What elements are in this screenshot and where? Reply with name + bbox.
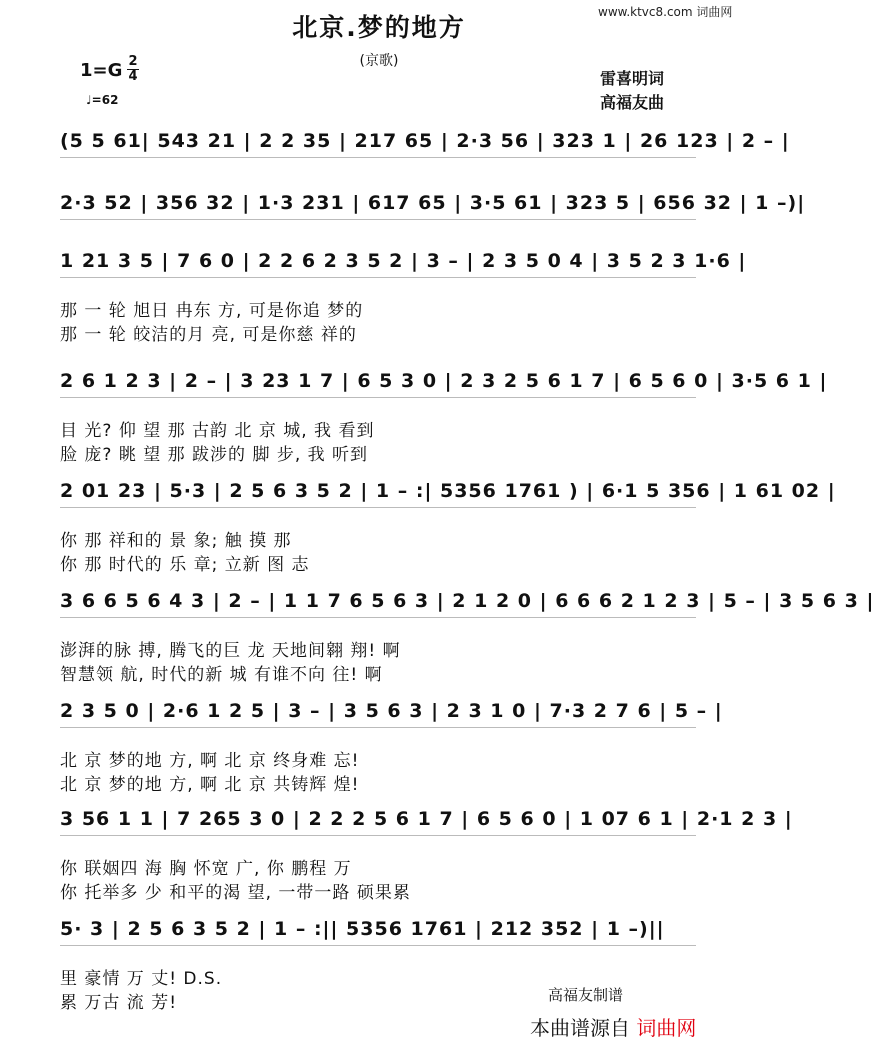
lyric-line: 澎湃的脉 搏, 腾飞的巨 龙 天地间翱 翔! 啊	[60, 641, 401, 661]
tempo-mark: ♩=62	[86, 93, 119, 107]
notation-row: 3 6 6 5 6 4 3 | 2 – | 1 1 7 6 5 6 3 | 2 1 2 0 | 6 6 6 2 1 2 3 | 5 – | 3 5 6 3 |	[60, 590, 874, 612]
notation-baseline	[60, 835, 696, 836]
notation-baseline	[60, 277, 696, 278]
meter-bottom: 4	[128, 69, 138, 84]
time-signature	[127, 56, 139, 83]
lyric-line: 目 光? 仰 望 那 古韵 北 京 城, 我 看到	[60, 421, 375, 441]
site-brand	[530, 1012, 696, 1041]
notation-baseline	[60, 507, 696, 508]
lyric-line: 智慧领 航, 时代的新 城 有谁不向 往! 啊	[60, 665, 383, 685]
notation-row: (5 5 61| 543 21 | 2 2 35 | 217 65 | 2·3 56 | 323 1 | 26 123 | 2 – |	[60, 130, 790, 152]
notation-baseline	[60, 219, 696, 220]
notation-row: 5· 3 | 2 5 6 3 5 2 | 1 – :|| 5356 1761 | 212 352 | 1 –)||	[60, 918, 665, 940]
arranger-credit: 高福友制谱	[548, 986, 624, 1004]
lyric-line: 你 托举多 少 和平的渴 望, 一带一路 硕果累	[60, 883, 411, 903]
lyric-line: 那 一 轮 皎洁的月 亮, 可是你慈 祥的	[60, 325, 357, 345]
notation-row: 3 56 1 1 | 7 265 3 0 | 2 2 2 5 6 1 7 | 6 5 6 0 | 1 07 6 1 | 2·1 2 3 |	[60, 808, 793, 830]
page-title: 北京.梦的地方	[292, 13, 466, 42]
genre-label: (京歌)	[359, 53, 399, 69]
lyric-line: 你 联姻四 海 胸 怀宽 广, 你 鹏程 万	[60, 859, 352, 879]
key-signature: 1=G	[80, 60, 123, 81]
notation-row: 2 3 5 0 | 2·6 1 2 5 | 3 – | 3 5 6 3 | 2 3 1 0 | 7·3 2 7 6 | 5 – |	[60, 700, 723, 722]
notation-row: 2 6 1 2 3 | 2 – | 3 23 1 7 | 6 5 3 0 | 2 3 2 5 6 1 7 | 6 5 6 0 | 3·5 6 1 |	[60, 370, 828, 392]
lyric-line: 北 京 梦的地 方, 啊 北 京 共铸辉 煌!	[60, 775, 360, 795]
notation-baseline	[60, 945, 696, 946]
brand-right: 词曲网	[636, 1016, 697, 1040]
lyric-line: 北 京 梦的地 方, 啊 北 京 终身难 忘!	[60, 751, 360, 771]
lyric-line: 累 万古 流 芳!	[60, 993, 178, 1013]
meter-top: 2	[128, 54, 138, 69]
notation-row: 2 01 23 | 5·3 | 2 5 6 3 5 2 | 1 – :| 5356 1761 ) | 6·1 5 356 | 1 61 02 |	[60, 480, 836, 502]
lyric-line: 脸 庞? 眺 望 那 跋涉的 脚 步, 我 听到	[60, 445, 369, 465]
notation-baseline	[60, 157, 696, 158]
lyric-line: 你 那 祥和的 景 象; 触 摸 那	[60, 531, 292, 551]
notation-row: 2·3 52 | 356 32 | 1·3 231 | 617 65 | 3·5 61 | 323 5 | 656 32 | 1 –)|	[60, 192, 806, 214]
notation-row: 1 21 3 5 | 7 6 0 | 2 2 6 2 3 5 2 | 3 – | 2 3 5 0 4 | 3 5 2 3 1·6 |	[60, 250, 747, 272]
lyric-line: 里 豪情 万 丈! D.S.	[60, 969, 223, 989]
lyricist-credit: 雷喜明词	[600, 69, 665, 88]
watermark: www.ktvc8.com 词曲网	[598, 5, 733, 19]
notation-baseline	[60, 397, 696, 398]
brand-left: 本曲谱源自	[530, 1016, 630, 1040]
composer-credit: 高福友曲	[600, 93, 665, 112]
lyric-line: 那 一 轮 旭日 冉东 方, 可是你追 梦的	[60, 301, 364, 321]
notation-baseline	[60, 727, 696, 728]
lyric-line: 你 那 时代的 乐 章; 立新 图 志	[60, 555, 310, 575]
notation-baseline	[60, 617, 696, 618]
